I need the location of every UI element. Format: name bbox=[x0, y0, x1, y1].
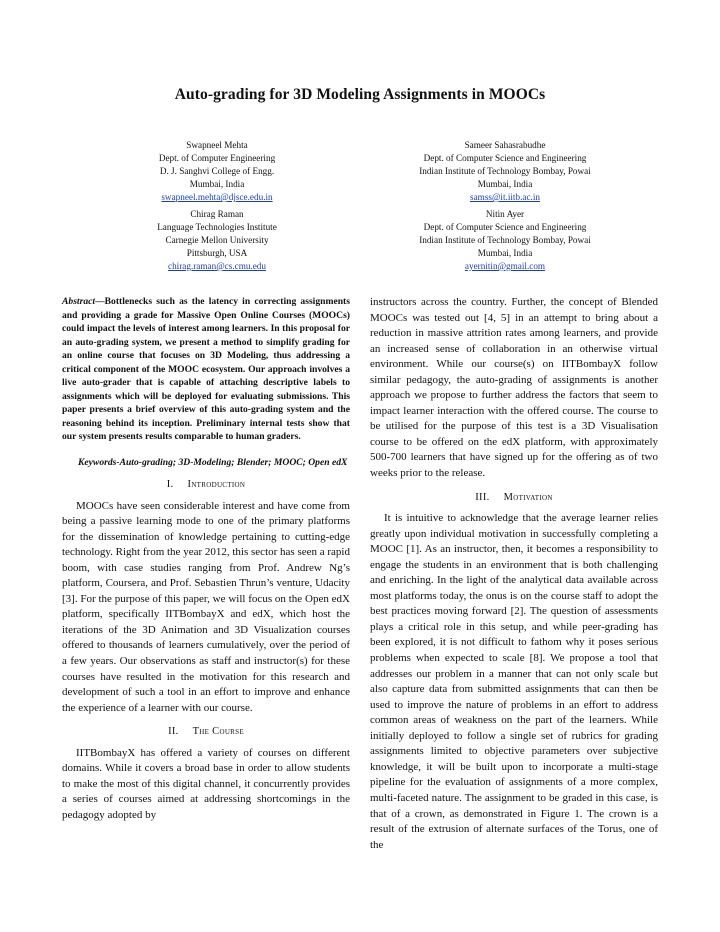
author-name: Chirag Raman bbox=[190, 209, 244, 219]
author-institution: Indian Institute of Technology Bombay, Powai bbox=[419, 235, 591, 245]
author-dept: Language Technologies Institute bbox=[157, 222, 277, 232]
author-name: Swapneel Mehta bbox=[186, 140, 248, 150]
author-block-1 bbox=[77, 139, 357, 204]
author-email-link[interactable]: samss@it.iitb.ac.in bbox=[470, 192, 540, 202]
author-institution: D. J. Sanghvi College of Engg. bbox=[159, 166, 275, 176]
author-institution: Indian Institute of Technology Bombay, Powai bbox=[419, 166, 591, 176]
author-location: Pittsburgh, USA bbox=[186, 248, 248, 258]
section-number: II. bbox=[168, 726, 179, 738]
author-email-link[interactable]: ayernitin@gmail.com bbox=[464, 261, 546, 271]
author-email-link[interactable]: chirag.raman@cs.cmu.edu bbox=[168, 261, 266, 271]
motivation-paragraph: It is intuitive to acknowledge that the average learner relies greatly upon individual motivation in successfully completing a MOOC [1]. As an instructor, then, it becomes a responsibility to engage the students in an environment that is both challenging and enriching. In the light of the analytical data available across most platforms today, the onus is on the course staff to adopt the best practices moving forward [2]. The question of assessments plays a critical role in this setup, and while peer-grading has been explored, it is not difficult to fathom why it poses serious problems when expected to scale [8]. We propose a tool that addresses our problem in a manner that can not only scale but also capture data from submitted assignments that can then be used to improve the nature of problems in an effort to address common areas of weakness on the part of the learners. While initially deployed to follow a single set of rubrics for grading assignments limited to objective parameters over subjective knowledge, it will be built upon to incorporate a multi-stage pipeline for the evaluation of assignments of a more complex, multi-faceted nature. The assignment to be graded in this case, is that of a crown, as demonstrated in Figure 1. The crown is a result of the extrusion of alternate surfaces of the Torus, one of the bbox=[370, 512, 658, 851]
course-paragraph-continued: instructors across the country. Further, the concept of Blended MOOCs was tested out [4, 5] in an attempt to bring about a reduction in massive attrition rates among learners, and provide an increased sense of collaboration in an otherwise virtual environment. While our course(s) on IITBombayX follow similar pedagogy, the auto-grading of assignments is another approach we propose to further address the factors that seem to impact learner interaction with the offered course. The course to be utilised for the purpose of this test is a 3D Visualisation course to be offered on the edX platform, with approximately 500-700 learners that have signed up for the offering as of two weeks prior to the release. bbox=[370, 296, 658, 480]
paper-title: Auto-grading for 3D Modeling Assignments in MOOCs bbox=[174, 86, 546, 103]
author-institution: Carnegie Mellon University bbox=[165, 235, 269, 245]
author-dept: Dept. of Computer Science and Engineering bbox=[423, 222, 587, 232]
abstract bbox=[62, 295, 350, 444]
section-title: The Course bbox=[192, 726, 244, 738]
right-column bbox=[370, 295, 658, 853]
introduction-paragraph: MOOCs have seen considerable interest and have come from being a passive learning mode to one of the primary platforms for the dissemination of knowledge pertaining to cutting-edge technology. Right from the year 2012, this sector has seen a rapid boom, with case studies ranging from Prof. Andrew Ng’s platform, Coursera, and Prof. Sebastien Thrun’s venture, Udacity [3]. For the purpose of this paper, we will focus on the Open edX platform, specifically IITBombayX and edX, which host the iterations of the 3D Animation and 3D Visualization courses offered to thousands of learners cumulatively, over the period of a few years. Our observations as staff and instructor(s) for these courses have resulted in the motivation for this research and development of such a tool in an effort to improve and enhance the experience of a learner with our course. bbox=[62, 499, 350, 714]
section-number: I. bbox=[166, 479, 174, 490]
author-name: Sameer Sahasrabudhe bbox=[464, 140, 546, 150]
author-location: Mumbai, India bbox=[477, 248, 533, 258]
abstract-text: —Bottlenecks such as the latency in correcting assignments and providing a grade for Massive Open Online Courses (MOOCs) could impact the levels of interest among learners. In this proposal for an auto-grading system, we present a method to simplify grading for an online course that focuses on 3D Modeling, thus addressing a critical component of the MOOC ecosystem. Our approach involves a live auto-grader that is capable of attaching descriptive labels to assignments which will be deployed for evaluating submissions. This paper presents a brief overview of this auto-grading system and the reasoning behind its inception. Preliminary internal tests show that our system presents results comparable to human graders. bbox=[62, 296, 350, 442]
author-block-3 bbox=[77, 208, 357, 273]
section-heading-introduction bbox=[62, 477, 350, 493]
section-heading-motivation bbox=[370, 490, 658, 506]
course-paragraph: IITBombayX has offered a variety of courses on different domains. While it covers a broad base in order to allow students to make the most of this digital channel, it concurrently provides a series of courses aimed at addressing shortcomings in the pedagogy adopted by bbox=[62, 746, 350, 821]
author-block-2 bbox=[365, 139, 645, 204]
section-number: III. bbox=[475, 491, 490, 503]
author-location: Mumbai, India bbox=[189, 179, 245, 189]
section-heading-the-course bbox=[62, 724, 350, 740]
abstract-label: Abstract bbox=[62, 296, 96, 307]
author-email-link[interactable]: swapneel.mehta@djsce.edu.in bbox=[161, 192, 273, 202]
section-title: Motivation bbox=[503, 491, 553, 503]
author-dept: Dept. of Computer Engineering bbox=[158, 153, 276, 163]
author-name: Nitin Ayer bbox=[485, 209, 525, 219]
author-dept: Dept. of Computer Science and Engineering bbox=[423, 153, 587, 163]
author-location: Mumbai, India bbox=[477, 179, 533, 189]
author-block-4 bbox=[365, 208, 645, 273]
section-title: Introduction bbox=[187, 479, 246, 490]
keywords: Keywords-Auto-grading; 3D-Modeling; Blender; MOOC; Open edX bbox=[78, 456, 348, 468]
left-column bbox=[62, 295, 350, 823]
